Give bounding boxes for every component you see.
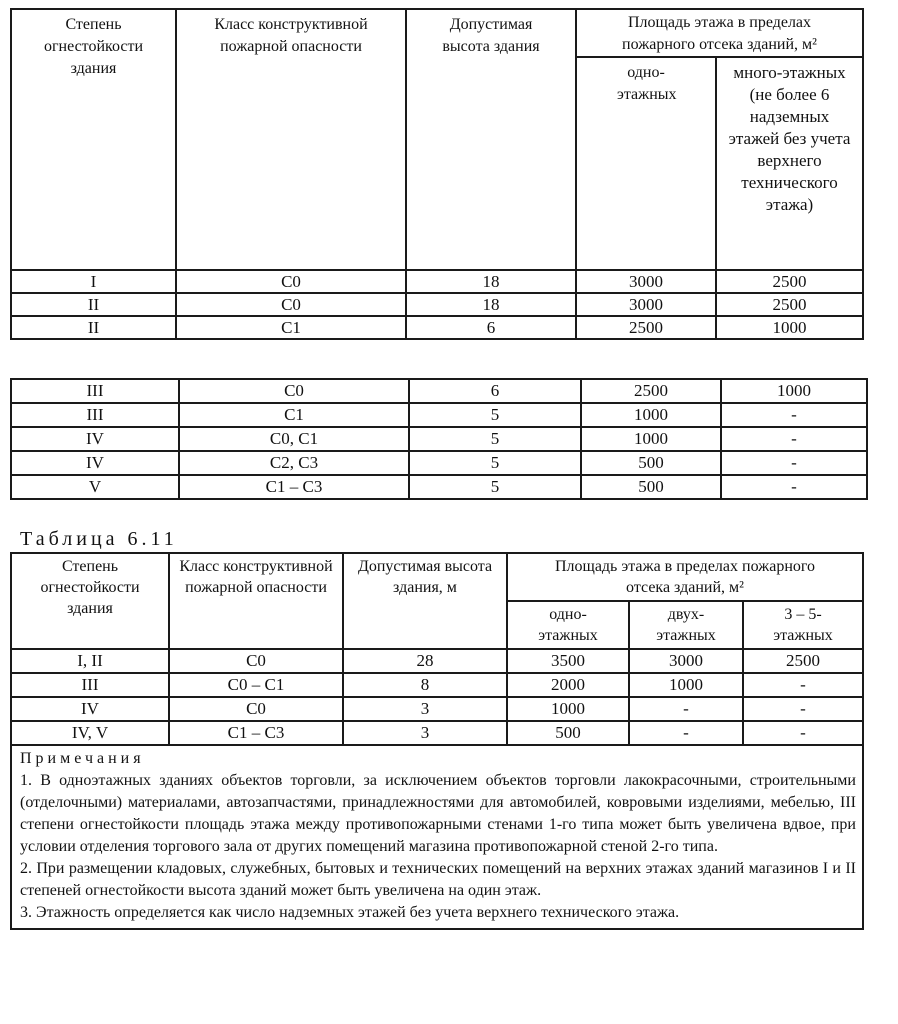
header-three-five-storey: 3 – 5-этажных — [743, 601, 863, 649]
table-row — [11, 721, 863, 745]
cell-class: С1 — [176, 316, 406, 339]
table-row — [11, 403, 867, 427]
note-2: 2. При размещении кладовых, служебных, бытовых и технических помещений на верхних этажах зданий магазинов I и II степеней огнестойкости высота зданий может быть увеличена на один этаж. — [20, 860, 856, 899]
cell-area-single: 500 — [507, 721, 629, 745]
cell-class: С1 – С3 — [169, 721, 343, 745]
cell-area-single: 2500 — [576, 316, 716, 339]
header-fire-resistance-degree: Степень огнестойкости здания — [11, 9, 176, 270]
cell-area-single: 3000 — [576, 270, 716, 293]
cell-area-single: 500 — [581, 451, 721, 475]
cell-area-multi: 1000 — [716, 316, 863, 339]
fire-resistance-table-part2 — [10, 378, 868, 500]
cell-degree: IV — [11, 427, 179, 451]
header-single-storey: одно-этажных — [576, 57, 716, 270]
cell-area-multi: 1000 — [721, 379, 867, 403]
cell-height: 5 — [409, 451, 581, 475]
cell-height: 3 — [343, 721, 507, 745]
cell-class: С0 – С1 — [169, 673, 343, 697]
cell-area-three-five: 2500 — [743, 649, 863, 673]
table-row — [11, 293, 863, 316]
header-construction-class: Класс конструктивной пожарной опасности — [176, 9, 406, 270]
cell-area-single: 1000 — [581, 427, 721, 451]
table-row — [11, 451, 867, 475]
cell-degree: II — [11, 293, 176, 316]
cell-class: С1 – С3 — [179, 475, 409, 499]
note-1: 1. В одноэтажных зданиях объектов торговли, за исключением объектов торговли лакокрасочными, строительными (отделочными) материалами, автозапчастями, принадлежностями для автомобилей, ковровыми изделиями, мебелью, III степени огнестойкости площадь этажа между противопожарными стенами 1-го типа может быть увеличена вдвое, при условии отделения торгового зала от других помещений магазина противопожарной стеной 2-го типа. — [20, 772, 856, 855]
header-allowed-height: Допустимая высота здания — [406, 9, 576, 270]
cell-area-multi: 2500 — [716, 270, 863, 293]
cell-area-multi: - — [721, 427, 867, 451]
fire-resistance-table-part1 — [10, 8, 864, 340]
table-row — [11, 270, 863, 293]
cell-height: 18 — [406, 293, 576, 316]
header-allowed-height: Допустимая высота здания, м — [343, 553, 507, 649]
cell-area-two: - — [629, 721, 743, 745]
cell-area-single: 1000 — [507, 697, 629, 721]
header-multi-storey: много-этажных (не более 6 надземных этажей без учета верхнего технического этажа) — [716, 57, 863, 270]
notes-block — [11, 745, 863, 929]
cell-area-single: 2500 — [581, 379, 721, 403]
cell-degree: III — [11, 403, 179, 427]
cell-area-three-five: - — [743, 697, 863, 721]
header-floor-area: Площадь этажа в пределах пожарного отсека зданий, м² — [507, 553, 863, 601]
cell-height: 8 — [343, 673, 507, 697]
cell-height: 5 — [409, 475, 581, 499]
cell-degree: I — [11, 270, 176, 293]
cell-area-three-five: - — [743, 673, 863, 697]
cell-class: С1 — [179, 403, 409, 427]
cell-area-two: 1000 — [629, 673, 743, 697]
table-row — [11, 316, 863, 339]
table-row — [11, 475, 867, 499]
cell-area-multi: 2500 — [716, 293, 863, 316]
cell-height: 3 — [343, 697, 507, 721]
header-construction-class: Класс конструктивной пожарной опасности — [169, 553, 343, 649]
note-3: 3. Этажность определяется как число надземных этажей без учета верхнего технического этажа. — [20, 904, 680, 921]
table-row — [11, 649, 863, 673]
cell-height: 18 — [406, 270, 576, 293]
cell-degree: III — [11, 673, 169, 697]
table-row — [11, 427, 867, 451]
cell-height: 28 — [343, 649, 507, 673]
cell-class: С2, С3 — [179, 451, 409, 475]
cell-height: 6 — [406, 316, 576, 339]
cell-area-single: 3000 — [576, 293, 716, 316]
header-fire-resistance-degree: Степень огнестойкости здания — [11, 553, 169, 649]
cell-class: С0 — [176, 270, 406, 293]
table-title: Таблица 6.11 — [20, 528, 178, 550]
header-floor-area: Площадь этажа в пределах пожарного отсека зданий, м² — [576, 9, 863, 57]
cell-area-two: - — [629, 697, 743, 721]
cell-degree: II — [11, 316, 176, 339]
cell-area-multi: - — [721, 403, 867, 427]
table-row — [11, 673, 863, 697]
cell-area-two: 3000 — [629, 649, 743, 673]
cell-degree: III — [11, 379, 179, 403]
cell-area-single: 500 — [581, 475, 721, 499]
table-6-11 — [10, 552, 864, 930]
cell-degree: IV, V — [11, 721, 169, 745]
notes-heading: Примечания — [20, 750, 145, 767]
header-single-storey: одно-этажных — [507, 601, 629, 649]
header-two-storey: двух-этажных — [629, 601, 743, 649]
cell-class: С0 — [179, 379, 409, 403]
table-row — [11, 379, 867, 403]
cell-area-three-five: - — [743, 721, 863, 745]
cell-class: С0 — [176, 293, 406, 316]
cell-class: С0 — [169, 649, 343, 673]
cell-degree: I, II — [11, 649, 169, 673]
cell-class: С0 — [169, 697, 343, 721]
cell-height: 6 — [409, 379, 581, 403]
cell-area-single: 2000 — [507, 673, 629, 697]
cell-degree: V — [11, 475, 179, 499]
cell-height: 5 — [409, 403, 581, 427]
cell-area-multi: - — [721, 475, 867, 499]
cell-height: 5 — [409, 427, 581, 451]
cell-class: С0, С1 — [179, 427, 409, 451]
cell-degree: IV — [11, 451, 179, 475]
table-row — [11, 697, 863, 721]
cell-area-single: 3500 — [507, 649, 629, 673]
cell-area-single: 1000 — [581, 403, 721, 427]
cell-area-multi: - — [721, 451, 867, 475]
cell-degree: IV — [11, 697, 169, 721]
